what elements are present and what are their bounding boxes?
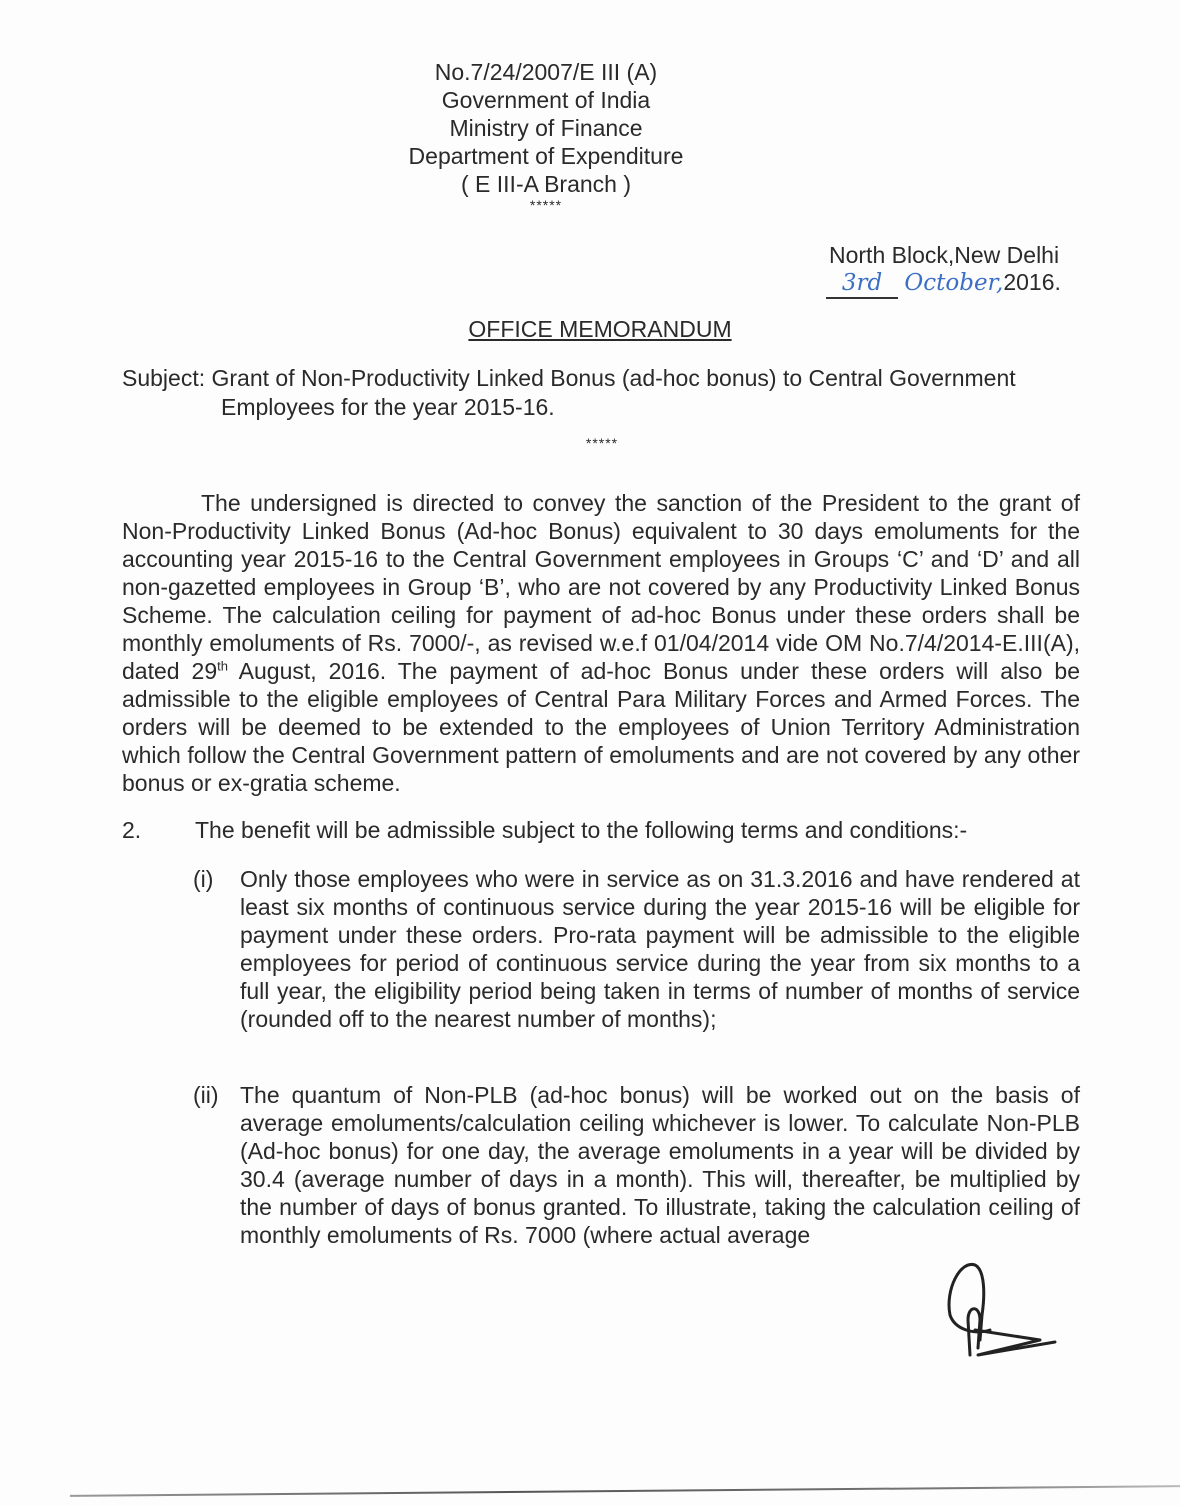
department-name: Department of Expenditure xyxy=(408,143,684,169)
reference-number: No.7/24/2007/E III (A) xyxy=(434,59,658,85)
condition-text: The quantum of Non-PLB (ad-hoc bonus) will be worked out on the basis of average emoluments/calculation ceiling whichever is lower. To calculate Non-PLB (Ad-hoc bonus) for one day, the average emoluments in a year will be divided by 30.4 (average number of days in a month). This will, thereafter, be multiplied by the number of days of bonus granted. To illustrate, taking the calculation ceiling of monthly emoluments of Rs. 7000 (where actual average xyxy=(240,1082,1080,1248)
paragraph-2-text: The benefit will be admissible subject to the following terms and conditions:- xyxy=(195,817,968,843)
condition-label: (i) xyxy=(193,866,214,892)
signature xyxy=(930,1250,1060,1360)
paragraph-1-part1: The undersigned is directed to convey the sanction of the President to the grant of Non-Productivity Linked Bonus (Ad-hoc Bonus) equivalent to 30 days emoluments for the accounting year 2015-16 to the Central Government employees in Groups ‘C’ and ‘D’ and all non-gazetted employees in Group ‘B’, who are not covered by any Productivity Linked Bonus Scheme. The calculation ceiling for payment of ad-hoc Bonus under these orders shall be monthly emoluments of Rs. 7000/-, as revised w.e.f 01/04/2014 vide OM No.7/4/2014-E.III(A), dated 29 xyxy=(122,490,1080,684)
paragraph-1-part2: August, 2016. The payment of ad-hoc Bonus under these orders will also be admissible to the eligible employees of Central Para Military Forces and Armed Forces. The orders will be deemed to be extended to the employees of Union Territory Administration which follow the Central Government pattern of emoluments and are not covered by any other bonus or ex-gratia scheme. xyxy=(122,658,1080,796)
condition-label: (ii) xyxy=(193,1082,219,1108)
subject-separator: ***** xyxy=(585,435,619,451)
letterhead xyxy=(0,58,1092,226)
paragraph-2-number: 2. xyxy=(122,817,142,843)
condition-text: Only those employees who were in service as on 31.3.2016 and have rendered at least six months of continuous service during the year 2015-16 will be eligible for payment under these orders. Pro-rata payment will be admissible to the eligible employees for period of continuous service during the year from six months to a full year, the eligibility period being taken in terms of number of months of service (rounded off to the nearest number of months); xyxy=(240,866,1080,1032)
place-of-issue: North Block,New Delhi xyxy=(829,242,1060,268)
handwritten-month: October, xyxy=(904,270,1004,296)
subject-line-2: Employees for the year 2015-16. xyxy=(221,394,555,420)
memo-title-text: OFFICE MEMORANDUM xyxy=(468,316,732,342)
memo-title xyxy=(0,316,1180,343)
ordinal-suffix: th xyxy=(217,658,228,674)
handwritten-day: 3rd xyxy=(826,269,898,299)
ministry-name: Ministry of Finance xyxy=(449,115,643,141)
condition-item xyxy=(193,1081,1080,1249)
subject-line-1: Subject: Grant of Non-Productivity Linked Bonus (ad-hoc bonus) to Central Government xyxy=(122,365,1016,391)
paragraph-1 xyxy=(122,489,1080,797)
scan-edge-line xyxy=(70,1485,1180,1497)
branch-name: ( E III-A Branch ) xyxy=(461,171,631,197)
condition-item xyxy=(193,865,1080,1033)
issue-date xyxy=(826,268,1061,299)
header-separator: ***** xyxy=(529,197,563,213)
date-year: 2016. xyxy=(1003,269,1061,295)
government-name: Government of India xyxy=(441,87,651,113)
subject-block xyxy=(122,364,1082,450)
